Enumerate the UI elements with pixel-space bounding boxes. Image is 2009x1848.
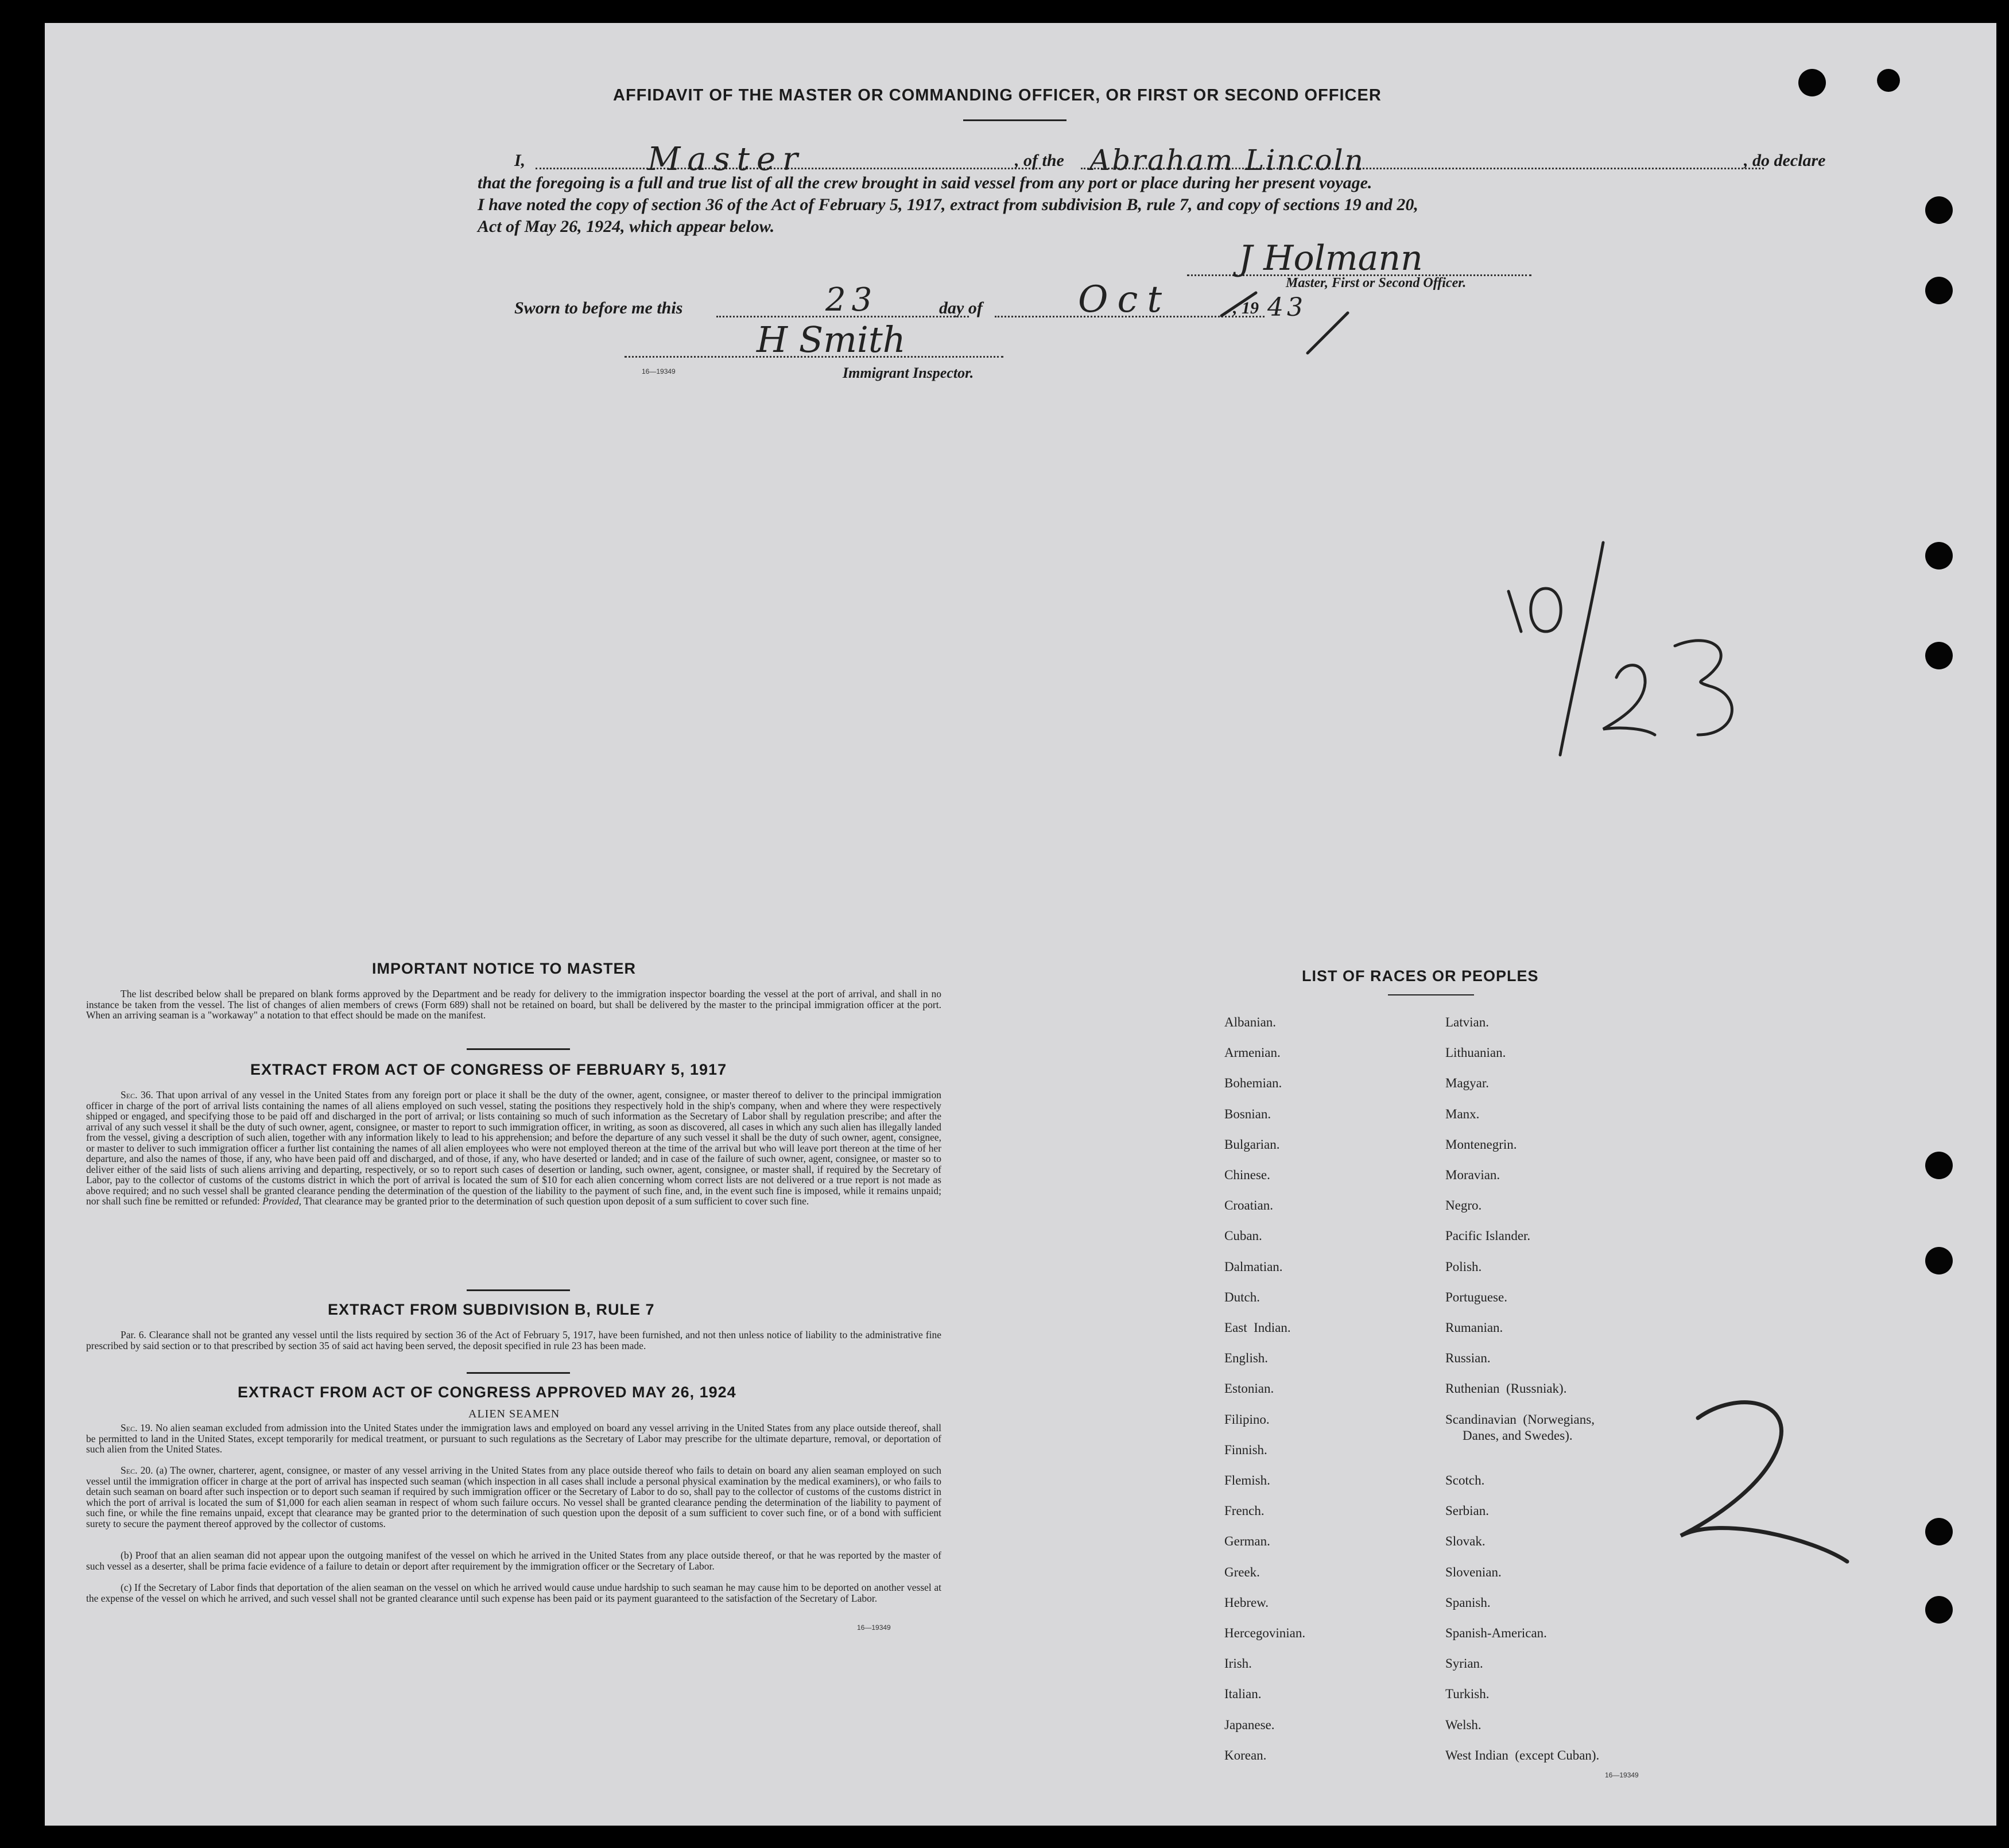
race-item: Magyar.	[1445, 1076, 1490, 1091]
race-item: Montenegrin.	[1445, 1137, 1517, 1152]
race-item: Scandinavian (Norwegians,	[1445, 1412, 1595, 1427]
race-item: Spanish.	[1445, 1595, 1491, 1610]
race-item: Polish.	[1445, 1259, 1482, 1274]
extract1-title	[250, 1061, 727, 1079]
race-item: Hebrew.	[1224, 1595, 1269, 1610]
master-signature: J Holmann	[1239, 238, 1423, 278]
race-item: Hercegovinian.	[1224, 1626, 1306, 1640]
race-item: Russian.	[1445, 1351, 1491, 1366]
extract1-body	[86, 1090, 941, 1207]
race-item: Greek.	[1224, 1564, 1260, 1579]
race-item: Croatian.	[1224, 1198, 1273, 1213]
affidavit-line-3: I have noted the copy of section 36 of the Act of February 5, 1917, extract from subdivision B, rule 7, and copy of sections 19 and 20,	[478, 195, 1418, 214]
notice-form-number: 16—19349	[857, 1624, 891, 1632]
sec20-label: Sec. 20.	[121, 1465, 153, 1476]
line1-prefix: I,	[514, 151, 526, 170]
race-item: Finnish.	[1224, 1442, 1267, 1457]
race-item: Korean.	[1224, 1748, 1267, 1762]
page-mark-two	[1681, 1403, 1847, 1562]
extract3-subtitle: ALIEN SEAMEN	[468, 1408, 560, 1420]
extract3-title: EXTRACT FROM ACT OF CONGRESS APPROVED MAY 26, 1924	[238, 1384, 736, 1401]
race-item: Manx.	[1445, 1106, 1480, 1121]
race-item: Chinese.	[1224, 1168, 1270, 1182]
sec19-text: No alien seaman excluded from admission into the United States under the immigration laws and employed on board any vessel arriving in the United States from any place outside thereof, shall be permitted to land in the United States, except temporarily for medical treatment, or pursuant to such regulations as the Secretary of Labor may prescribe for the ultimate departure, removal, or deportation of such alien from the United States.	[86, 1422, 942, 1455]
race-item: Bohemian.	[1224, 1076, 1282, 1091]
race-item: Bulgarian.	[1224, 1137, 1280, 1152]
sworn-month-handwritten: Oct	[1078, 278, 1172, 321]
sec20c-body: (c) If the Secretary of Labor finds that deportation of the alien seaman on the vessel on which he arrived would cause undue hardship to such seaman he may cause him to be deported on another vessel at the expense of the vessel on which he arrived, and such vessel shall not be granted clearance until such expense has been paid or its payment guaranteed to the satisfaction of the Secretary of Labor.	[86, 1582, 941, 1604]
date-mark-two	[1603, 665, 1655, 735]
line1-mid: , of the	[1015, 151, 1064, 170]
sec19-label: Sec. 19.	[121, 1422, 153, 1434]
race-item: Filipino.	[1224, 1412, 1270, 1427]
date-mark-slash	[1560, 543, 1603, 755]
race-item: Lithuanian.	[1445, 1045, 1506, 1060]
date-mark-zero	[1531, 588, 1561, 632]
date-mark-three	[1675, 641, 1732, 735]
notice-title: IMPORTANT NOTICE TO MASTER	[372, 960, 636, 977]
races-title-rule	[1388, 994, 1474, 995]
race-item: Albanian.	[1224, 1015, 1277, 1029]
line1-suffix: , do declare	[1744, 151, 1826, 170]
race-item: German.	[1224, 1534, 1270, 1549]
sec20b-body: (b) Proof that an alien seaman did not appear upon the outgoing manifest of the vessel on which he arrived in the United States from any place outside thereof, or that he was reported by the master of such vessel as a deserter, shall be prima facie evidence of a failure to detain or deport after requirement by the immigration officer or the Secretary of Labor.	[86, 1549, 941, 1572]
race-item: Slovak.	[1445, 1534, 1486, 1549]
race-item: Spanish-American.	[1445, 1626, 1547, 1640]
notice-text: The list described below shall be prepared on blank forms approved by the Department and be ready for delivery to the immigration inspector boarding the vessel at the port of arrival, and shall in no instance be taken from the vessel. The list of changes of alien members of crews (Form 689) shall not be retained on board, but shall be delivered by the master to the principal immigration officer at the port. When an arriving seaman is a "workaway" a notation to that effect should be made on the manifest.	[86, 988, 941, 1021]
document-sheet	[45, 23, 1996, 1826]
race-item: Flemish.	[1224, 1473, 1270, 1487]
officer-handwritten: Master	[647, 141, 805, 178]
inspector-signature: H Smith	[757, 319, 906, 361]
sec20a-body	[86, 1465, 941, 1529]
race-item: Cuban.	[1224, 1229, 1262, 1243]
race-item: Estonian.	[1224, 1381, 1274, 1396]
race-item: Portuguese.	[1445, 1289, 1507, 1304]
race-item: Latvian.	[1445, 1015, 1489, 1029]
sworn-prefix: Sworn to before me this	[514, 299, 683, 317]
race-item-continuation: Danes, and Swedes).	[1463, 1428, 1573, 1443]
sworn-year-handwritten: 43	[1267, 293, 1306, 322]
vessel-handwritten: Abraham Lincoln	[1089, 144, 1365, 177]
race-item: Syrian.	[1445, 1656, 1483, 1671]
race-item: Welsh.	[1445, 1717, 1481, 1732]
date-mark-one	[1508, 591, 1521, 632]
race-item: Rumanian.	[1445, 1320, 1503, 1335]
signature-slash-1	[1221, 293, 1256, 316]
race-item: Armenian.	[1224, 1045, 1281, 1060]
inspector-caption: Immigrant Inspector.	[843, 365, 974, 381]
notice-rule-2	[467, 1289, 570, 1291]
races-title: LIST OF RACES OR PEOPLES	[1302, 967, 1539, 985]
extract1-sec-label: Sec. 36.	[121, 1089, 153, 1101]
year-prefix: , 19	[1233, 299, 1259, 317]
race-item: Moravian.	[1445, 1168, 1500, 1182]
race-item: Slovenian.	[1445, 1564, 1502, 1579]
extract2-title: EXTRACT FROM SUBDIVISION B, RULE 7	[328, 1301, 655, 1318]
day-of-label: day of	[939, 299, 983, 317]
extract1-tail: That clearance may be granted prior to the determination of such question upon deposit of a sum sufficient to cover such fine.	[304, 1195, 809, 1207]
sec19-body	[86, 1423, 941, 1455]
notice-rule-1	[467, 1048, 570, 1050]
races-form-number: 16—19349	[1605, 1771, 1639, 1779]
race-item: English.	[1224, 1351, 1269, 1366]
signature-caption: Master, First or Second Officer.	[1286, 276, 1467, 290]
race-item: Serbian.	[1445, 1504, 1490, 1518]
race-item: Irish.	[1224, 1656, 1252, 1671]
sworn-day-handwritten: 23	[825, 281, 878, 319]
race-item: Dalmatian.	[1224, 1259, 1283, 1274]
race-item: French.	[1224, 1504, 1265, 1518]
race-item: Pacific Islander.	[1445, 1229, 1531, 1243]
race-item: Japanese.	[1224, 1717, 1275, 1732]
extract1-provided: Provided,	[262, 1195, 301, 1207]
extract1-title-text: EXTRACT FROM ACT OF CONGRESS OF FEBRUARY 5, 1917	[250, 1061, 727, 1078]
extract1-text: That upon arrival of any vessel in the United States from any foreign port or place it shall be the duty of the owner, agent, consignee, or master thereof to deliver to the principal immigration officer in charge of the port of arrival lists containing the names of all aliens employed on such vessel, stating the positions they respectively hold in the ship's company, when and where they were respectively shipped or engaged, and specifying those to be paid off and discharged in the port of arrival; or lists containing so much of such information as the Secretary of Labor shall by regulation prescribe; and after the arrival of any such vessel it shall be the duty of such owner, agent, consignee, or master to report to such immigration officer, in writing, as soon as discovered, all cases in which any such alien has illegally landed from the vessel, giving a description of such alien, together with any information likely to lead to his apprehension; and before the departure of any such vessel it shall be the duty of such owner, agent, consignee, or master to deliver to such immigration officer a further list containing the names of all alien employees who were not employed thereon at the time of the arrival but who will leave port thereon at the time of her departure, and also the names of those, if any, who have been paid off and discharged, and of those, if any, who have deserted or landed; and in case of the failure of such owner, agent, consignee, or master so to deliver either of the said lists of such aliens arriving and departing, respectively, or so to report such cases of desertion or landing, such owner, agent, consignee, or master shall, if required by the Secretary of Labor, pay to the collector of customs of the customs district in which the port of arrival is located the sum of $10 for each alien concerning whom correct lists are not delivered or a true report is not made as above required; and no such vessel shall be granted clearance pending the determination of the question of the liability to the payment of such fine, and, in the event such fine is imposed, while it remains unpaid; nor shall such fine be remitted or refunded:	[86, 1089, 941, 1207]
affidavit-line-2: that the foregoing is a full and true list of all the crew brought in said vessel from any port or place during her present voyage.	[478, 173, 1372, 192]
notice-rule-3	[467, 1372, 570, 1374]
signature-slash-2	[1308, 313, 1348, 353]
affidavit-title: AFFIDAVIT OF THE MASTER OR COMMANDING OFFICER, OR FIRST OR SECOND OFFICER	[613, 86, 1382, 104]
affidavit-form-number: 16—19349	[642, 367, 676, 375]
race-item: East Indian.	[1224, 1320, 1291, 1335]
race-item: Italian.	[1224, 1687, 1262, 1702]
race-item: Scotch.	[1445, 1473, 1485, 1487]
extract2-body: Par. 6. Clearance shall not be granted any vessel until the lists required by section 36 of the Act of February 5, 1917, have been furnished, and not then unless notice of liability to the administrative fine prescribed by said section or to that prescribed by section 35 of said act having been served, the deposit specified in rule 23 has been made.	[86, 1329, 941, 1351]
race-item: Turkish.	[1445, 1687, 1490, 1702]
race-item: Ruthenian (Russniak).	[1445, 1381, 1567, 1396]
race-item: Negro.	[1445, 1198, 1482, 1213]
race-item: West Indian (except Cuban).	[1445, 1748, 1600, 1762]
sec20a-text: (a) The owner, charterer, agent, consignee, or master of any vessel arriving in the United States from any place outside thereof who fails to detain on board any alien seaman employed on such vessel until the immigration officer in charge at the port of arrival has inspected such seaman (which inspection in all cases shall include a personal physical examination by the medical examiners), or who fails to detain such seaman on board after such inspection or to deport such seaman if required by such immigration officer or the Secretary of Labor to do so, shall pay to the collector of customs of the customs district in which the port of arrival is located the sum of $1,000 for each alien seaman in respect of whom such failure occurs. No vessel shall be granted clearance pending the determination of the liability to payment of such fine, or while the fine remains unpaid, except that clearance may be granted prior to the determination of such question upon the deposit of a sum sufficient to cover such fine, or of a bond with sufficient surety to secure the payment thereof approved by the collector of customs.	[86, 1465, 941, 1529]
race-item: Dutch.	[1224, 1289, 1260, 1304]
affidavit-line-4: Act of May 26, 1924, which appear below.	[478, 217, 775, 236]
race-item: Bosnian.	[1224, 1106, 1271, 1121]
